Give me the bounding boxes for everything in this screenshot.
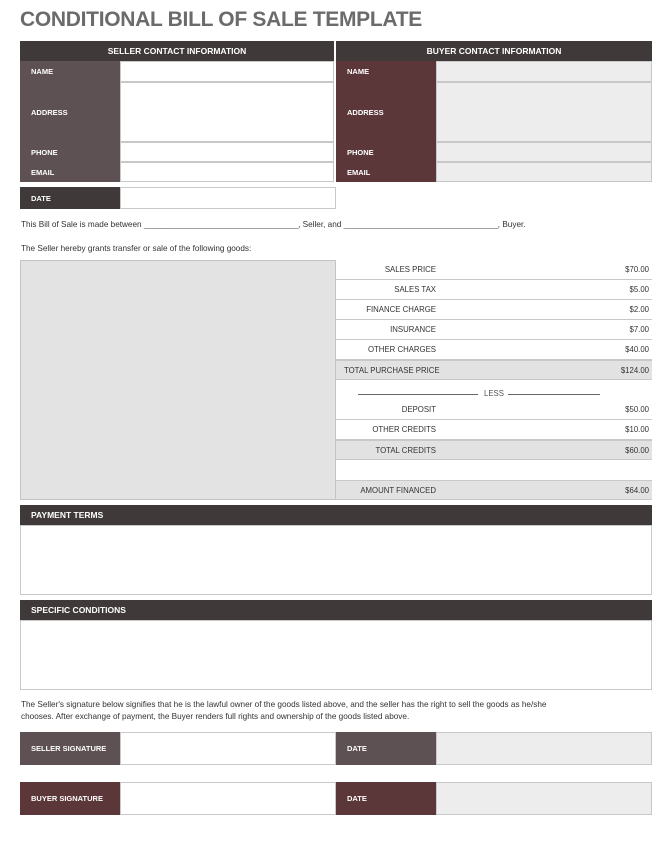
charge-label: SALES PRICE — [384, 265, 436, 274]
made-between-mid: , Seller, and — [298, 220, 342, 229]
amount-financed-row — [336, 480, 652, 500]
charge-label: SALES TAX — [394, 285, 436, 294]
made-between-prefix: This Bill of Sale is made between — [21, 220, 142, 229]
seller-signature-field[interactable] — [120, 732, 336, 765]
buyer-phone-field[interactable] — [436, 142, 652, 162]
buyer-signature-date-field[interactable] — [436, 782, 652, 815]
date-field[interactable] — [120, 187, 336, 209]
less-line-left — [358, 394, 478, 395]
charge-label: FINANCE CHARGE — [366, 305, 436, 314]
charge-value[interactable]: $2.00 — [629, 305, 649, 314]
charge-value[interactable]: $7.00 — [629, 325, 649, 334]
total-purchase-row — [336, 360, 652, 380]
charge-row — [336, 280, 652, 300]
buyer-address-field[interactable] — [436, 82, 652, 142]
charge-label: INSURANCE — [390, 325, 436, 334]
charge-row — [336, 340, 652, 360]
seller-phone-field[interactable] — [120, 142, 334, 162]
buyer-name-blank[interactable]: _______________________________________ — [343, 220, 498, 229]
seller-name-label: NAME — [20, 61, 120, 82]
charge-value[interactable]: $5.00 — [629, 285, 649, 294]
seller-signature-date-field[interactable] — [436, 732, 652, 765]
amount-financed-label: AMOUNT FINANCED — [360, 486, 436, 495]
date-label: DATE — [20, 187, 120, 209]
seller-signature-date-label: DATE — [336, 732, 436, 765]
grants-text: The Seller hereby grants transfer or sale of the following goods: — [21, 244, 252, 253]
seller-name-field[interactable] — [120, 61, 334, 82]
credit-label: DEPOSIT — [401, 405, 436, 414]
buyer-contact-header: BUYER CONTACT INFORMATION — [336, 41, 652, 61]
charge-value[interactable]: $40.00 — [625, 345, 649, 354]
made-between-sentence — [21, 219, 661, 231]
charge-row — [336, 320, 652, 340]
less-label: LESS — [484, 389, 504, 398]
amount-financed-value: $64.00 — [625, 486, 649, 495]
less-line-right — [508, 394, 600, 395]
buyer-name-label: NAME — [336, 61, 436, 82]
credit-value[interactable]: $10.00 — [625, 425, 649, 434]
credit-row — [336, 400, 652, 420]
charge-value[interactable]: $70.00 — [625, 265, 649, 274]
charge-row — [336, 260, 652, 280]
buyer-phone-label: PHONE — [336, 142, 436, 162]
buyer-signature-date-label: DATE — [336, 782, 436, 815]
goods-description-box[interactable] — [20, 260, 336, 500]
buyer-email-label: EMAIL — [336, 162, 436, 182]
seller-signature-label: SELLER SIGNATURE — [20, 732, 120, 765]
signature-statement-line-1: The Seller's signature below signifies that he is the lawful owner of the goods listed above, and the seller has the right to sell the goods as he/she — [21, 700, 547, 709]
payment-terms-header: PAYMENT TERMS — [20, 505, 652, 525]
charge-row — [336, 300, 652, 320]
total-purchase-value: $124.00 — [620, 366, 649, 375]
buyer-email-field[interactable] — [436, 162, 652, 182]
seller-contact-header: SELLER CONTACT INFORMATION — [20, 41, 334, 61]
buyer-signature-field[interactable] — [120, 782, 336, 815]
seller-email-label: EMAIL — [20, 162, 120, 182]
signature-statement-line-2: chooses. After exchange of payment, the Buyer renders full rights and ownership of the goods listed above. — [21, 712, 410, 721]
credit-row — [336, 420, 652, 440]
buyer-name-field[interactable] — [436, 61, 652, 82]
seller-phone-label: PHONE — [20, 142, 120, 162]
total-credits-value: $60.00 — [625, 446, 649, 455]
total-purchase-label: TOTAL PURCHASE PRICE — [344, 366, 440, 375]
total-credits-row — [336, 440, 652, 460]
credit-value[interactable]: $50.00 — [625, 405, 649, 414]
seller-email-field[interactable] — [120, 162, 334, 182]
credit-label: OTHER CREDITS — [372, 425, 436, 434]
payment-terms-field[interactable] — [20, 525, 652, 595]
buyer-signature-label: BUYER SIGNATURE — [20, 782, 120, 815]
total-credits-label: TOTAL CREDITS — [375, 446, 436, 455]
seller-address-field[interactable] — [120, 82, 334, 142]
seller-address-label: ADDRESS — [20, 82, 120, 142]
specific-conditions-header: SPECIFIC CONDITIONS — [20, 600, 652, 620]
seller-name-blank[interactable]: _______________________________________ — [143, 220, 299, 229]
made-between-suffix: , Buyer. — [497, 220, 526, 229]
signature-statement — [21, 699, 661, 723]
charge-label: OTHER CHARGES — [367, 345, 436, 354]
page-title: CONDITIONAL BILL OF SALE TEMPLATE — [20, 8, 422, 31]
specific-conditions-field[interactable] — [20, 620, 652, 690]
buyer-address-label: ADDRESS — [336, 82, 436, 142]
less-divider — [358, 388, 600, 400]
